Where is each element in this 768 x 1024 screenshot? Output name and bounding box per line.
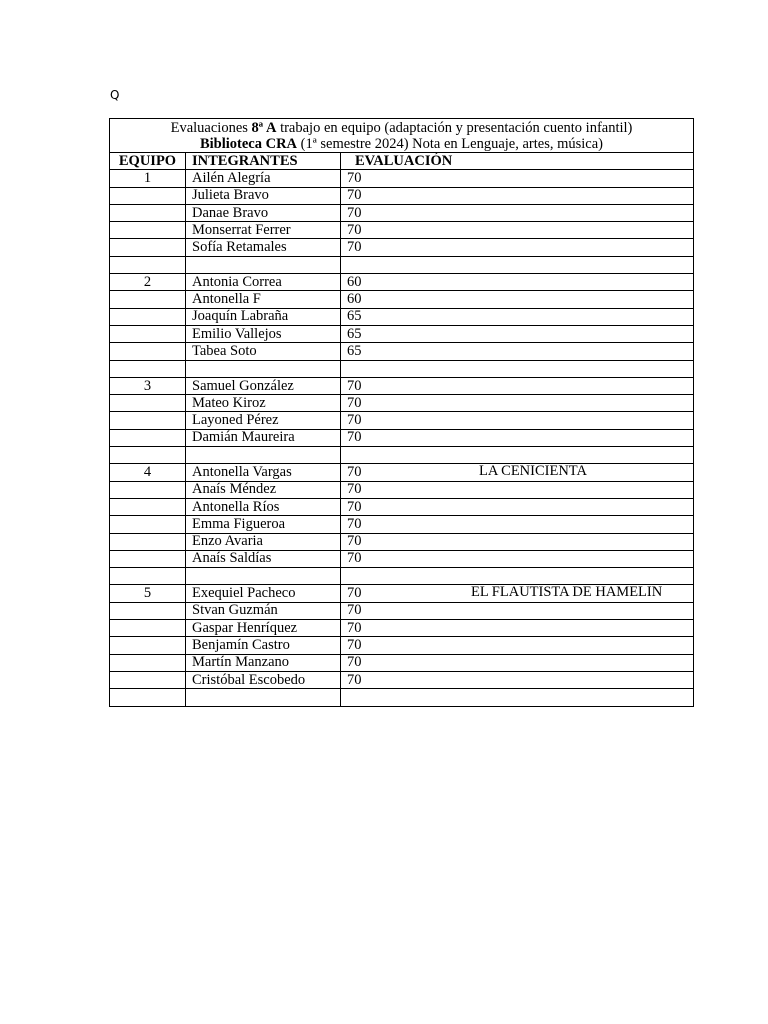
member-name-cell: Ailén Alegría bbox=[186, 170, 341, 187]
member-name-cell bbox=[186, 256, 341, 273]
team-number-cell bbox=[110, 395, 186, 412]
member-name-cell: Martín Manzano bbox=[186, 654, 341, 671]
score-value: 65 bbox=[347, 342, 362, 359]
evaluation-cell bbox=[341, 429, 694, 446]
member-name-cell bbox=[186, 689, 341, 706]
team-number-cell bbox=[110, 602, 186, 619]
member-name-cell: Julieta Bravo bbox=[186, 187, 341, 204]
evaluation-cell bbox=[341, 291, 694, 308]
score-value: 70 bbox=[347, 221, 362, 238]
evaluation-cell bbox=[341, 533, 694, 550]
evaluation-cell bbox=[341, 343, 694, 360]
table-title bbox=[110, 119, 694, 153]
table-row bbox=[110, 412, 694, 429]
score-value: 70 bbox=[347, 377, 362, 394]
team-number-cell bbox=[110, 291, 186, 308]
member-name-cell bbox=[186, 360, 341, 377]
team-number-cell bbox=[110, 654, 186, 671]
team-number-cell bbox=[110, 360, 186, 377]
team-number-cell: 3 bbox=[110, 377, 186, 394]
score-value: 65 bbox=[347, 308, 362, 325]
table-row bbox=[110, 516, 694, 533]
score-value: 70 bbox=[347, 204, 362, 221]
member-name-cell: Antonella F bbox=[186, 291, 341, 308]
team-number-cell: 2 bbox=[110, 274, 186, 291]
score-value: 70 bbox=[347, 169, 362, 186]
member-name-cell: Emma Figueroa bbox=[186, 516, 341, 533]
score-value: 70 bbox=[347, 481, 362, 498]
evaluation-cell bbox=[341, 412, 694, 429]
member-name-cell: Anaís Méndez bbox=[186, 481, 341, 498]
member-name-cell: Enzo Avaria bbox=[186, 533, 341, 550]
table-row bbox=[110, 447, 694, 464]
team-number-cell bbox=[110, 256, 186, 273]
table-row bbox=[110, 325, 694, 342]
evaluation-cell bbox=[341, 170, 694, 187]
score-value: 70 bbox=[347, 585, 362, 602]
member-name-cell: Stvan Guzmán bbox=[186, 602, 341, 619]
column-header-evaluation: EVALUACIÓN bbox=[341, 153, 694, 170]
table-row bbox=[110, 568, 694, 585]
team-number-cell bbox=[110, 620, 186, 637]
score-value: 70 bbox=[347, 429, 362, 446]
score-value: 70 bbox=[347, 187, 362, 204]
score-value: 70 bbox=[347, 498, 362, 515]
team-number-cell bbox=[110, 516, 186, 533]
member-name-cell: Damián Maureira bbox=[186, 429, 341, 446]
team-number-cell bbox=[110, 533, 186, 550]
table-row bbox=[110, 395, 694, 412]
score-value: 60 bbox=[347, 291, 362, 308]
team-number-cell: 5 bbox=[110, 585, 186, 602]
title-line-2 bbox=[114, 136, 689, 152]
evaluation-cell bbox=[341, 671, 694, 688]
table-row bbox=[110, 671, 694, 688]
table-row bbox=[110, 377, 694, 394]
member-name-cell: Antonella Ríos bbox=[186, 498, 341, 515]
member-name-cell: Gaspar Henríquez bbox=[186, 620, 341, 637]
table-row bbox=[110, 204, 694, 221]
member-name-cell: Exequiel Pacheco bbox=[186, 585, 341, 602]
score-value: 70 bbox=[347, 412, 362, 429]
title-grade: 8ª A bbox=[251, 120, 277, 136]
evaluation-cell bbox=[341, 637, 694, 654]
team-number-cell bbox=[110, 325, 186, 342]
table-row bbox=[110, 343, 694, 360]
team-number-cell bbox=[110, 481, 186, 498]
evaluation-cell bbox=[341, 654, 694, 671]
column-header-members: INTEGRANTES bbox=[186, 153, 341, 170]
team-number-cell bbox=[110, 204, 186, 221]
team-number-cell bbox=[110, 343, 186, 360]
table-row bbox=[110, 481, 694, 498]
table-row bbox=[110, 187, 694, 204]
team-number-cell bbox=[110, 568, 186, 585]
score-value: 70 bbox=[347, 636, 362, 653]
table-row bbox=[110, 654, 694, 671]
score-value: 70 bbox=[347, 515, 362, 532]
table-row bbox=[110, 274, 694, 291]
score-value: 70 bbox=[347, 239, 362, 256]
table-row bbox=[110, 533, 694, 550]
table-row bbox=[110, 689, 694, 706]
evaluation-cell bbox=[341, 585, 694, 602]
evaluation-cell bbox=[341, 447, 694, 464]
team-number-cell bbox=[110, 412, 186, 429]
evaluation-cell bbox=[341, 308, 694, 325]
team-number-cell: 4 bbox=[110, 464, 186, 481]
evaluation-cell bbox=[341, 620, 694, 637]
story-title: EL FLAUTISTA DE HAMELIN bbox=[471, 584, 663, 601]
title-suffix: trabajo en equipo (adaptación y presentación cuento infantil) bbox=[276, 120, 633, 136]
table-row bbox=[110, 637, 694, 654]
team-number-cell bbox=[110, 550, 186, 567]
evaluation-cell bbox=[341, 550, 694, 567]
score-value: 70 bbox=[347, 671, 362, 688]
score-value: 70 bbox=[347, 463, 362, 480]
score-value: 70 bbox=[347, 619, 362, 636]
score-value: 70 bbox=[347, 654, 362, 671]
evaluation-cell bbox=[341, 481, 694, 498]
evaluation-cell bbox=[341, 239, 694, 256]
table-title-row bbox=[110, 119, 694, 153]
table-row bbox=[110, 256, 694, 273]
title-prefix: Evaluaciones bbox=[170, 120, 252, 136]
evaluation-cell bbox=[341, 498, 694, 515]
team-number-cell bbox=[110, 671, 186, 688]
score-value: 70 bbox=[347, 533, 362, 550]
member-name-cell bbox=[186, 447, 341, 464]
corner-mark: Q bbox=[110, 88, 120, 102]
member-name-cell: Tabea Soto bbox=[186, 343, 341, 360]
table-row bbox=[110, 550, 694, 567]
evaluation-table bbox=[109, 118, 694, 707]
member-name-cell: Antonia Correa bbox=[186, 274, 341, 291]
table-row bbox=[110, 360, 694, 377]
evaluation-cell bbox=[341, 377, 694, 394]
table-row bbox=[110, 170, 694, 187]
team-number-cell bbox=[110, 498, 186, 515]
table-row bbox=[110, 222, 694, 239]
evaluation-cell bbox=[341, 516, 694, 533]
table-row bbox=[110, 429, 694, 446]
member-name-cell: Danae Bravo bbox=[186, 204, 341, 221]
table-row bbox=[110, 620, 694, 637]
table-row bbox=[110, 585, 694, 602]
team-number-cell bbox=[110, 429, 186, 446]
column-header-team: EQUIPO bbox=[110, 153, 186, 170]
team-number-cell bbox=[110, 637, 186, 654]
member-name-cell: Sofía Retamales bbox=[186, 239, 341, 256]
score-value: 65 bbox=[347, 325, 362, 342]
title-line-1 bbox=[114, 120, 689, 136]
score-value: 70 bbox=[347, 550, 362, 567]
table-row bbox=[110, 498, 694, 515]
member-name-cell: Layoned Pérez bbox=[186, 412, 341, 429]
title-library: Biblioteca CRA bbox=[199, 136, 298, 152]
team-number-cell bbox=[110, 689, 186, 706]
member-name-cell: Benjamín Castro bbox=[186, 637, 341, 654]
evaluation-cell bbox=[341, 222, 694, 239]
evaluation-cell bbox=[341, 689, 694, 706]
column-header-row bbox=[110, 153, 694, 170]
member-name-cell: Samuel González bbox=[186, 377, 341, 394]
table-row bbox=[110, 291, 694, 308]
title-semester: (1ª semestre 2024) Nota en Lenguaje, artes, música) bbox=[297, 136, 604, 152]
team-number-cell: 1 bbox=[110, 170, 186, 187]
member-name-cell: Anaís Saldías bbox=[186, 550, 341, 567]
table-row bbox=[110, 602, 694, 619]
member-name-cell: Cristóbal Escobedo bbox=[186, 671, 341, 688]
evaluation-cell bbox=[341, 360, 694, 377]
member-name-cell: Joaquín Labraña bbox=[186, 308, 341, 325]
evaluation-cell bbox=[341, 602, 694, 619]
evaluation-cell bbox=[341, 325, 694, 342]
member-name-cell: Mateo Kiroz bbox=[186, 395, 341, 412]
evaluation-cell bbox=[341, 568, 694, 585]
table-row bbox=[110, 239, 694, 256]
team-number-cell bbox=[110, 222, 186, 239]
table-row bbox=[110, 464, 694, 481]
evaluation-cell bbox=[341, 187, 694, 204]
story-title: LA CENICIENTA bbox=[479, 463, 587, 480]
member-name-cell: Emilio Vallejos bbox=[186, 325, 341, 342]
table-row bbox=[110, 308, 694, 325]
score-value: 60 bbox=[347, 273, 362, 290]
team-number-cell bbox=[110, 447, 186, 464]
team-number-cell bbox=[110, 187, 186, 204]
member-name-cell bbox=[186, 568, 341, 585]
evaluation-cell bbox=[341, 464, 694, 481]
evaluation-table-body bbox=[110, 119, 694, 707]
evaluation-cell bbox=[341, 395, 694, 412]
team-number-cell bbox=[110, 308, 186, 325]
member-name-cell: Monserrat Ferrer bbox=[186, 222, 341, 239]
team-number-cell bbox=[110, 239, 186, 256]
evaluation-cell bbox=[341, 204, 694, 221]
member-name-cell: Antonella Vargas bbox=[186, 464, 341, 481]
evaluation-cell bbox=[341, 256, 694, 273]
score-value: 70 bbox=[347, 394, 362, 411]
evaluation-cell bbox=[341, 274, 694, 291]
score-value: 70 bbox=[347, 602, 362, 619]
